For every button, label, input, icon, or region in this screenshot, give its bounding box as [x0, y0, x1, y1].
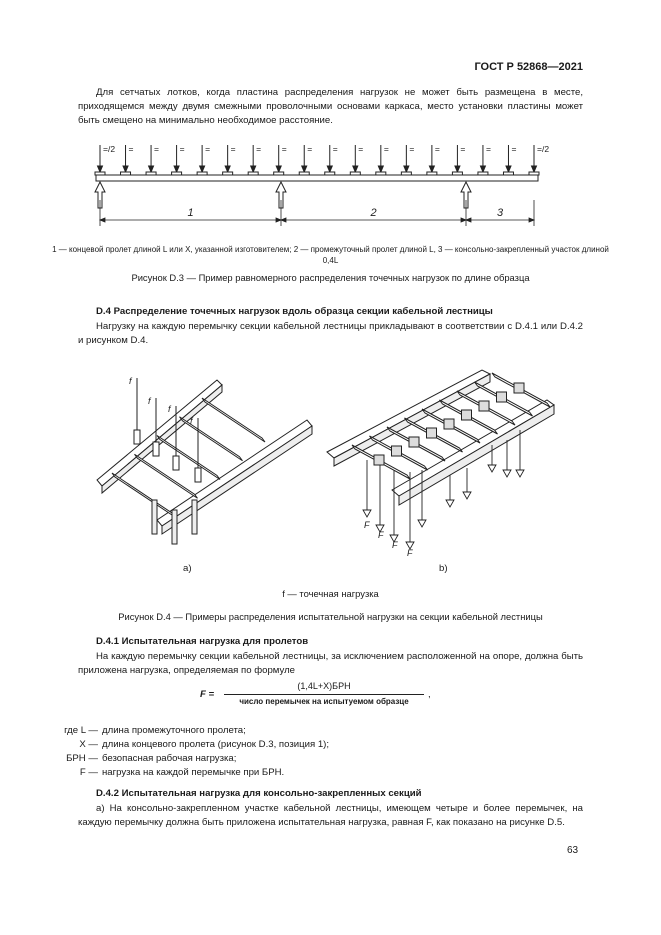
load-label: =	[358, 144, 364, 154]
definitions-list	[50, 724, 329, 780]
ladder-rung	[135, 454, 198, 498]
force-label: f	[148, 396, 151, 406]
load-label: =	[332, 144, 338, 154]
intro-paragraph: Для сетчатых лотков, когда пластина распределения нагрузок не может быть размещена в месте, приходящемся между двумя смежными проволочными основами каркаса, место установки пластины может быть смещено на минимально необходимое расстояние.	[78, 87, 583, 126]
figure-d4-legend: f — точечная нагрузка	[282, 588, 379, 599]
definition-term: F —	[79, 767, 98, 778]
load-label: =	[281, 144, 287, 154]
load-label: =	[179, 144, 185, 154]
definition-term: где L —	[64, 725, 98, 736]
formula-tail: ,	[428, 689, 431, 700]
load-label: =	[154, 144, 160, 154]
beam	[96, 175, 538, 181]
load-label: =	[511, 144, 517, 154]
force-label: f	[129, 376, 132, 386]
section-d42-text: а) На консольно-закрепленном участке кабельной лестницы, имеющем четыре и более перемычек, на каждую перемычку должна быть приложена испытательная нагрузка, равная F, как показано на рисунке D.5.	[78, 803, 583, 828]
formula-denominator: число перемычек на испытуемом образце	[239, 697, 409, 706]
load-label: =	[485, 144, 491, 154]
definition-desc: нагрузка на каждой перемычке при БРН.	[102, 767, 285, 778]
ladder-rung	[180, 417, 243, 461]
section-d4-text: Нагрузку на каждую перемычку секции кабельной лестницы прикладывают в соответствии с D.4.1 или D.4.2 и рисунком D.4.	[78, 321, 583, 346]
definition-desc: длина промежуточного пролета;	[102, 725, 246, 736]
ladder-rung	[202, 398, 265, 442]
formula	[200, 681, 440, 711]
figure-d4-label-b: b)	[439, 563, 448, 574]
load-label: =/2	[103, 144, 116, 154]
definition-desc: безопасная рабочая нагрузка;	[102, 753, 237, 764]
load-label: =	[230, 144, 236, 154]
ladder-rung	[112, 473, 175, 517]
section-d42-title: D.4.2 Испытательная нагрузка для консольно-закрепленных секций	[96, 788, 422, 799]
formula-bar	[224, 694, 424, 695]
span-label: 1	[187, 207, 194, 219]
definition-row	[50, 738, 329, 752]
span-label: 3	[496, 207, 504, 219]
load-label: =	[460, 144, 466, 154]
definition-row	[50, 724, 329, 738]
cantilever-force	[463, 468, 471, 499]
load-label: =/2	[537, 144, 550, 154]
force-label: F	[378, 530, 384, 540]
page-number: 63	[567, 845, 579, 856]
definition-term: X —	[79, 739, 98, 750]
section-d41-title: D.4.1 Испытательная нагрузка для пролетов	[96, 636, 309, 647]
cantilever-force	[390, 470, 398, 542]
load-label: =	[205, 144, 211, 154]
span-label: 2	[370, 207, 377, 219]
load-block	[497, 392, 507, 402]
definition-row	[50, 766, 329, 780]
force-label: F	[392, 540, 398, 550]
load-block	[392, 446, 402, 456]
ladder-rung	[157, 436, 220, 480]
figure-d4-b	[322, 360, 592, 560]
cantilever-force	[363, 460, 371, 517]
formula-lhs: F =	[200, 689, 215, 700]
load-label: =	[383, 144, 389, 154]
load-label: =	[128, 144, 134, 154]
cantilever-force	[376, 465, 384, 532]
cantilever-force	[446, 475, 454, 507]
figure-d3	[88, 140, 558, 236]
load-label: =	[256, 144, 262, 154]
load-label: =	[409, 144, 415, 154]
figure-d4-label-a: a)	[183, 563, 192, 574]
load-block	[427, 428, 437, 438]
figure-d4-a	[92, 360, 322, 560]
support-leg	[192, 500, 197, 534]
force-label: f	[168, 404, 171, 414]
figure-d3-caption: Рисунок D.3 — Пример равномерного распределения точечных нагрузок по длине образца	[131, 272, 530, 283]
support-leg	[152, 500, 157, 534]
support-leg	[172, 510, 177, 544]
load-block	[374, 455, 384, 465]
force-label: F	[364, 520, 370, 530]
formula-numerator: (1,4L+X)БРН	[297, 681, 351, 691]
standard-header: ГОСТ Р 52868—2021	[474, 61, 583, 73]
figure-d4-caption: Рисунок D.4 — Примеры распределения испытательной нагрузки на секции кабельной лестницы	[118, 611, 543, 622]
definition-row	[50, 752, 329, 766]
load-block	[479, 401, 489, 411]
point-force	[134, 378, 140, 444]
section-d4-title: D.4 Распределение точечных нагрузок вдоль образца секции кабельной лестницы	[96, 306, 493, 317]
definition-term: БРН —	[66, 753, 98, 764]
load-label: =	[434, 144, 440, 154]
load-block	[462, 410, 472, 420]
load-block	[409, 437, 419, 447]
load-block	[514, 383, 524, 393]
force-label: f	[190, 416, 193, 426]
point-force	[153, 398, 159, 456]
force-label: F	[407, 548, 413, 558]
cantilever-force	[503, 440, 511, 477]
section-d41-text: На каждую перемычку секции кабельной лестницы, за исключением расположенной на опоре, должна быть приложена нагрузка, определяемая по формуле	[78, 651, 583, 676]
figure-d3-legend: 1 — концевой пролет длиной L или X, указанной изготовителем; 2 — промежуточный пролет длиной L, 3 — консольно-закрепленный участок длиной 0,4L	[52, 245, 609, 265]
load-label: =	[307, 144, 313, 154]
cantilever-force	[516, 430, 524, 477]
definition-desc: длина концевого пролета (рисунок D.3, позиция 1);	[102, 739, 330, 750]
load-block	[444, 419, 454, 429]
